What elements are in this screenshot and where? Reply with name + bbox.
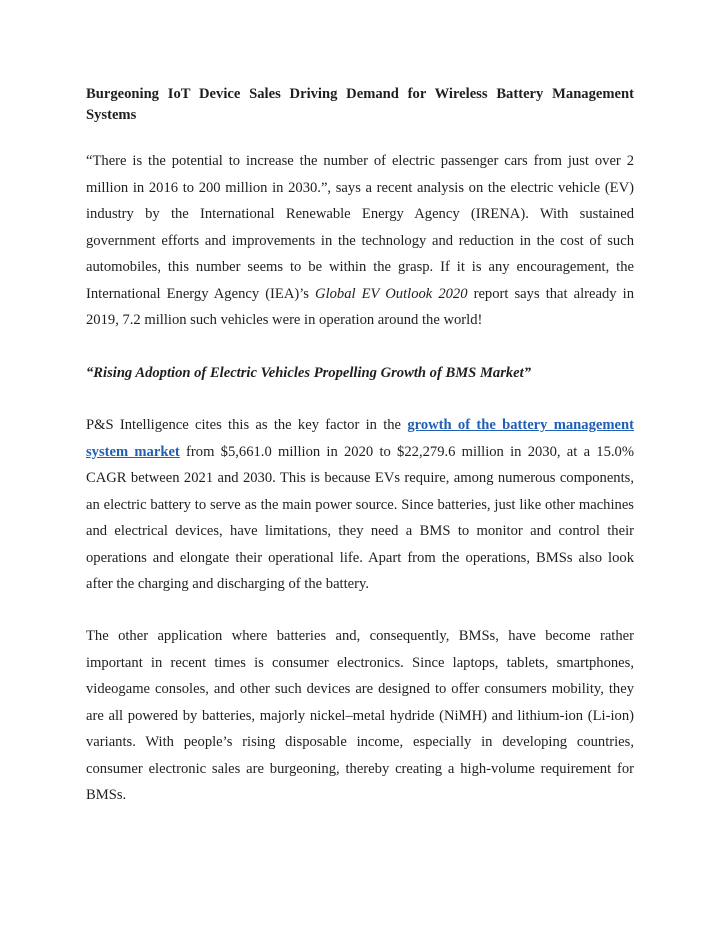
paragraph-irena-quote	[86, 148, 634, 334]
paragraph-consumer-electronics: The other application where batteries and, consequently, BMSs, have become rather important in recent times is consumer electronics. Since laptops, tablets, smartphones, videogame consoles, and other such devices are designed to offer consumers mobility, they are all powered by batteries, majorly nickel–metal hydride (NiMH) and lithium-ion (Li-ion) variants. With people’s rising disposable income, especially in developing countries, consumer electronic sales are burgeoning, thereby creating a high-volume requirement for BMSs.	[86, 628, 634, 803]
section-subheading: “Rising Adoption of Electric Vehicles Propelling Growth of BMS Market”	[86, 365, 532, 381]
paragraph-bms-market-text: P&S Intelligence cites this as the key factor in the	[86, 417, 408, 433]
paragraph-irena-quote-text: “There is the potential to increase the number of electric passenger cars from just over 2 million in 2016 to 200 million in 2030.”, says a recent analysis on the electric vehicle (EV) industry by the International Renewable Energy Agency (IRENA). With sustained government efforts and improvements in the technology and reduction in the cost of such automobiles, this number seems to be within the grasp. If it is any encouragement, the International Energy Agency (IEA)’s	[86, 153, 634, 302]
bms-market-link[interactable]: growth of the battery management system market	[86, 417, 634, 460]
paragraph-irena-quote-text-end: report says that already in 2019, 7.2 million such vehicles were in operation around the world!	[86, 285, 634, 328]
report-title-global-ev-outlook: Global EV Outlook 2020	[315, 285, 468, 302]
paragraph-bms-market-text-end: from $5,661.0 million in 2020 to $22,279.6 million in 2030, at a 15.0% CAGR between 2021 and 2030. This is because EVs require, among numerous components, an electric battery to serve as the main power source. Since batteries, just like other machines and electrical devices, have limitations, they need a BMS to monitor and control their operations and elongate their operational life. Apart from the operations, BMSs also look after the charging and discharging of the battery.	[86, 443, 634, 592]
paragraph-bms-market	[86, 412, 634, 598]
document-title: Burgeoning IoT Device Sales Driving Demand for Wireless Battery Management Systems	[86, 86, 634, 123]
